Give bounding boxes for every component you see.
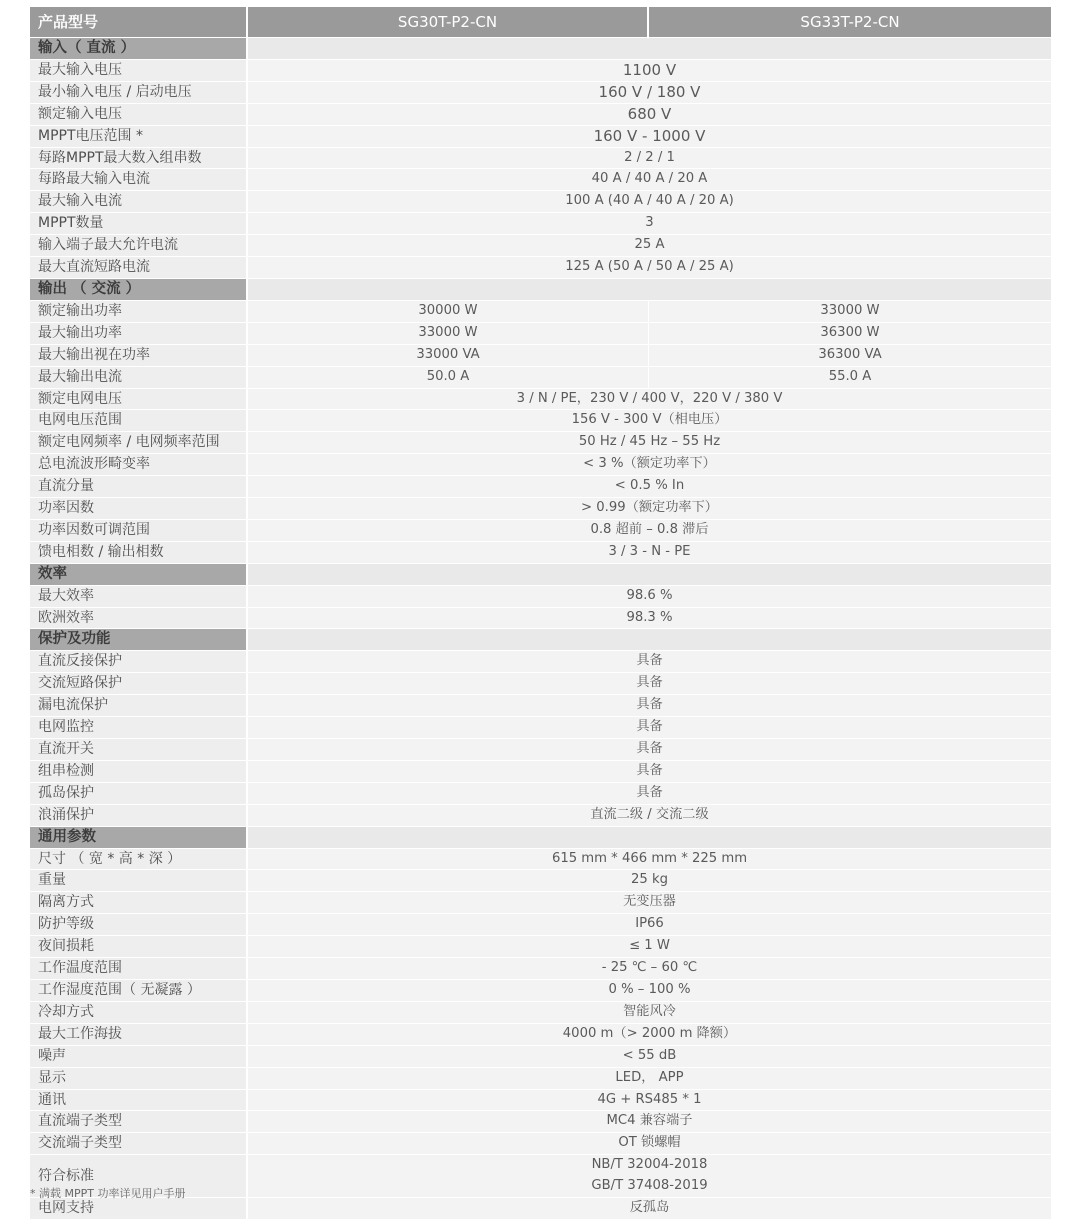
spec-label: 工作湿度范围（ 无凝露 ）	[30, 980, 248, 1002]
header-row	[30, 7, 1051, 38]
spec-label: 最大输出视在功率	[30, 345, 248, 367]
spec-label: 最大效率	[30, 586, 248, 608]
spec-label: 尺寸 （ 宽 * 高 * 深 ）	[30, 849, 248, 871]
spec-value: 3 / N / PE，230 V / 400 V，220 V / 380 V	[248, 389, 1051, 411]
spec-value: 具备	[248, 783, 1051, 805]
spec-label: 噪声	[30, 1046, 248, 1068]
spec-value: 2 / 2 / 1	[248, 148, 1051, 170]
spec-label: 最小输入电压 / 启动电压	[30, 82, 248, 104]
spec-row	[30, 608, 1051, 630]
spec-value: 具备	[248, 761, 1051, 783]
spec-label: 每路最大输入电流	[30, 169, 248, 191]
spec-row	[30, 1198, 1051, 1220]
spec-row	[30, 783, 1051, 805]
spec-value: 50 Hz / 45 Hz – 55 Hz	[248, 432, 1051, 454]
model-2: SG33T-P2-CN	[649, 7, 1051, 38]
spec-value: OT 锁螺帽	[248, 1133, 1051, 1155]
section-fill	[248, 827, 1051, 849]
spec-row	[30, 586, 1051, 608]
spec-value: 98.6 %	[248, 586, 1051, 608]
spec-value-line: GB/T 37408-2019	[591, 1178, 708, 1194]
spec-row	[30, 761, 1051, 783]
spec-value: 4000 m（> 2000 m 降额）	[248, 1024, 1051, 1046]
spec-label: 孤岛保护	[30, 783, 248, 805]
spec-value: IP66	[248, 914, 1051, 936]
spec-label: 电网监控	[30, 717, 248, 739]
spec-label: 每路MPPT最大数入组串数	[30, 148, 248, 170]
spec-row	[30, 389, 1051, 411]
spec-row	[30, 432, 1051, 454]
section-header-row	[30, 564, 1051, 586]
spec-row	[30, 235, 1051, 257]
spec-row	[30, 651, 1051, 673]
spec-value: - 25 ℃ – 60 ℃	[248, 958, 1051, 980]
spec-row	[30, 169, 1051, 191]
spec-label: 最大工作海拔	[30, 1024, 248, 1046]
spec-label: 工作温度范围	[30, 958, 248, 980]
spec-value: 40 A / 40 A / 20 A	[248, 169, 1051, 191]
spec-row	[30, 82, 1051, 104]
spec-label: 显示	[30, 1068, 248, 1090]
spec-label: 最大直流短路电流	[30, 257, 248, 279]
footnote: * 满载 MPPT 功率详见用户手册	[30, 1187, 186, 1200]
spec-value: 0 % – 100 %	[248, 980, 1051, 1002]
spec-label: MPPT电压范围 *	[30, 126, 248, 148]
spec-label: 最大输入电压	[30, 60, 248, 82]
spec-row	[30, 301, 1051, 323]
spec-row	[30, 476, 1051, 498]
spec-label: 组串检测	[30, 761, 248, 783]
spec-label: 总电流波形畸变率	[30, 454, 248, 476]
spec-label: 最大输出电流	[30, 367, 248, 389]
section-header-row	[30, 38, 1051, 60]
spec-value-model-1: 30000 W	[248, 301, 649, 323]
spec-label: 夜间损耗	[30, 936, 248, 958]
spec-row	[30, 104, 1051, 126]
spec-row	[30, 191, 1051, 213]
spec-row	[30, 958, 1051, 980]
spec-row	[30, 60, 1051, 82]
spec-value: 直流二级 / 交流二级	[248, 805, 1051, 827]
spec-row	[30, 892, 1051, 914]
spec-row	[30, 542, 1051, 564]
spec-row	[30, 257, 1051, 279]
spec-label: 通讯	[30, 1090, 248, 1112]
spec-row	[30, 914, 1051, 936]
spec-row	[30, 345, 1051, 367]
spec-table-body	[30, 7, 1051, 1220]
spec-label: 输入端子最大允许电流	[30, 235, 248, 257]
section-title: 通用参数	[30, 827, 248, 849]
spec-value-line: NB/T 32004-2018	[591, 1157, 708, 1173]
spec-value: 98.3 %	[248, 608, 1051, 630]
spec-row	[30, 980, 1051, 1002]
spec-label: 直流开关	[30, 739, 248, 761]
spec-row	[30, 870, 1051, 892]
spec-value-model-2: 55.0 A	[649, 367, 1051, 389]
spec-value: < 3 %（额定功率下）	[248, 454, 1051, 476]
spec-label: 交流端子类型	[30, 1133, 248, 1155]
spec-row	[30, 148, 1051, 170]
spec-value: 25 A	[248, 235, 1051, 257]
spec-label: 额定电网频率 / 电网频率范围	[30, 432, 248, 454]
spec-value: < 0.5 % In	[248, 476, 1051, 498]
spec-label: 馈电相数 / 输出相数	[30, 542, 248, 564]
spec-row	[30, 739, 1051, 761]
spec-row	[30, 498, 1051, 520]
spec-value-model-1: 33000 VA	[248, 345, 649, 367]
spec-value: 3	[248, 213, 1051, 235]
spec-value: 3 / 3 - N - PE	[248, 542, 1051, 564]
spec-value: 无变压器	[248, 892, 1051, 914]
section-title: 输出 （ 交流 ）	[30, 279, 248, 301]
spec-row	[30, 695, 1051, 717]
spec-label: 最大输出功率	[30, 323, 248, 345]
spec-label: 功率因数可调范围	[30, 520, 248, 542]
spec-value: 25 kg	[248, 870, 1051, 892]
spec-value-model-1: 50.0 A	[248, 367, 649, 389]
spec-value: 0.8 超前 – 0.8 滞后	[248, 520, 1051, 542]
spec-row	[30, 805, 1051, 827]
spec-label: 电网电压范围	[30, 410, 248, 432]
spec-value: 具备	[248, 673, 1051, 695]
spec-value: 160 V - 1000 V	[248, 126, 1051, 148]
section-fill	[248, 38, 1051, 60]
spec-value: 具备	[248, 739, 1051, 761]
spec-value: 具备	[248, 651, 1051, 673]
spec-label: 额定输出功率	[30, 301, 248, 323]
spec-label: 漏电流保护	[30, 695, 248, 717]
spec-label: MPPT数量	[30, 213, 248, 235]
spec-label: 直流分量	[30, 476, 248, 498]
spec-label: 重量	[30, 870, 248, 892]
spec-value-model-2: 36300 VA	[649, 345, 1051, 367]
spec-value: < 55 dB	[248, 1046, 1051, 1068]
header-label: 产品型号	[30, 7, 248, 38]
section-header-row	[30, 279, 1051, 301]
spec-value: 反孤岛	[248, 1198, 1051, 1220]
spec-row	[30, 1090, 1051, 1112]
spec-row	[30, 1111, 1051, 1133]
spec-label: 直流端子类型	[30, 1111, 248, 1133]
spec-value: > 0.99（额定功率下）	[248, 498, 1051, 520]
section-header-row	[30, 629, 1051, 651]
spec-row	[30, 1046, 1051, 1068]
spec-value: 4G + RS485 * 1	[248, 1090, 1051, 1112]
spec-value: 具备	[248, 695, 1051, 717]
spec-table	[30, 7, 1051, 1220]
spec-value: 125 A (50 A / 50 A / 25 A)	[248, 257, 1051, 279]
section-header-row	[30, 827, 1051, 849]
spec-value-model-1: 33000 W	[248, 323, 649, 345]
spec-label: 额定电网电压	[30, 389, 248, 411]
spec-label: 符合标准	[30, 1155, 248, 1198]
spec-row	[30, 410, 1051, 432]
model-1: SG30T-P2-CN	[248, 7, 649, 38]
section-fill	[248, 629, 1051, 651]
spec-row	[30, 1002, 1051, 1024]
spec-value: 100 A (40 A / 40 A / 20 A)	[248, 191, 1051, 213]
spec-label: 直流反接保护	[30, 651, 248, 673]
spec-row	[30, 1133, 1051, 1155]
spec-label: 额定输入电压	[30, 104, 248, 126]
spec-row	[30, 323, 1051, 345]
spec-row	[30, 126, 1051, 148]
spec-value: 智能风冷	[248, 1002, 1051, 1024]
spec-label: 防护等级	[30, 914, 248, 936]
spec-label: 浪涌保护	[30, 805, 248, 827]
spec-value: 680 V	[248, 104, 1051, 126]
spec-row	[30, 367, 1051, 389]
spec-label: 隔离方式	[30, 892, 248, 914]
spec-value: ≤ 1 W	[248, 936, 1051, 958]
section-fill	[248, 564, 1051, 586]
section-title: 效率	[30, 564, 248, 586]
spec-row	[30, 1068, 1051, 1090]
spec-row	[30, 454, 1051, 476]
spec-value-model-2: 33000 W	[649, 301, 1051, 323]
spec-row	[30, 673, 1051, 695]
spec-value: MC4 兼容端子	[248, 1111, 1051, 1133]
spec-value: LED， APP	[248, 1068, 1051, 1090]
section-title: 保护及功能	[30, 629, 248, 651]
spec-label: 电网支持	[30, 1198, 248, 1220]
spec-label: 最大输入电流	[30, 191, 248, 213]
spec-label: 功率因数	[30, 498, 248, 520]
spec-row	[30, 717, 1051, 739]
section-fill	[248, 279, 1051, 301]
spec-row	[30, 213, 1051, 235]
spec-label: 欧洲效率	[30, 608, 248, 630]
spec-label: 冷却方式	[30, 1002, 248, 1024]
spec-value-model-2: 36300 W	[649, 323, 1051, 345]
spec-row	[30, 936, 1051, 958]
spec-row	[30, 1024, 1051, 1046]
spec-value: 160 V / 180 V	[248, 82, 1051, 104]
spec-row	[30, 849, 1051, 871]
spec-value: 具备	[248, 717, 1051, 739]
spec-value: 156 V - 300 V（相电压）	[248, 410, 1051, 432]
spec-label: 交流短路保护	[30, 673, 248, 695]
spec-value: 615 mm * 466 mm * 225 mm	[248, 849, 1051, 871]
section-title: 输入（ 直流 ）	[30, 38, 248, 60]
spec-row	[30, 520, 1051, 542]
spec-value: 1100 V	[248, 60, 1051, 82]
